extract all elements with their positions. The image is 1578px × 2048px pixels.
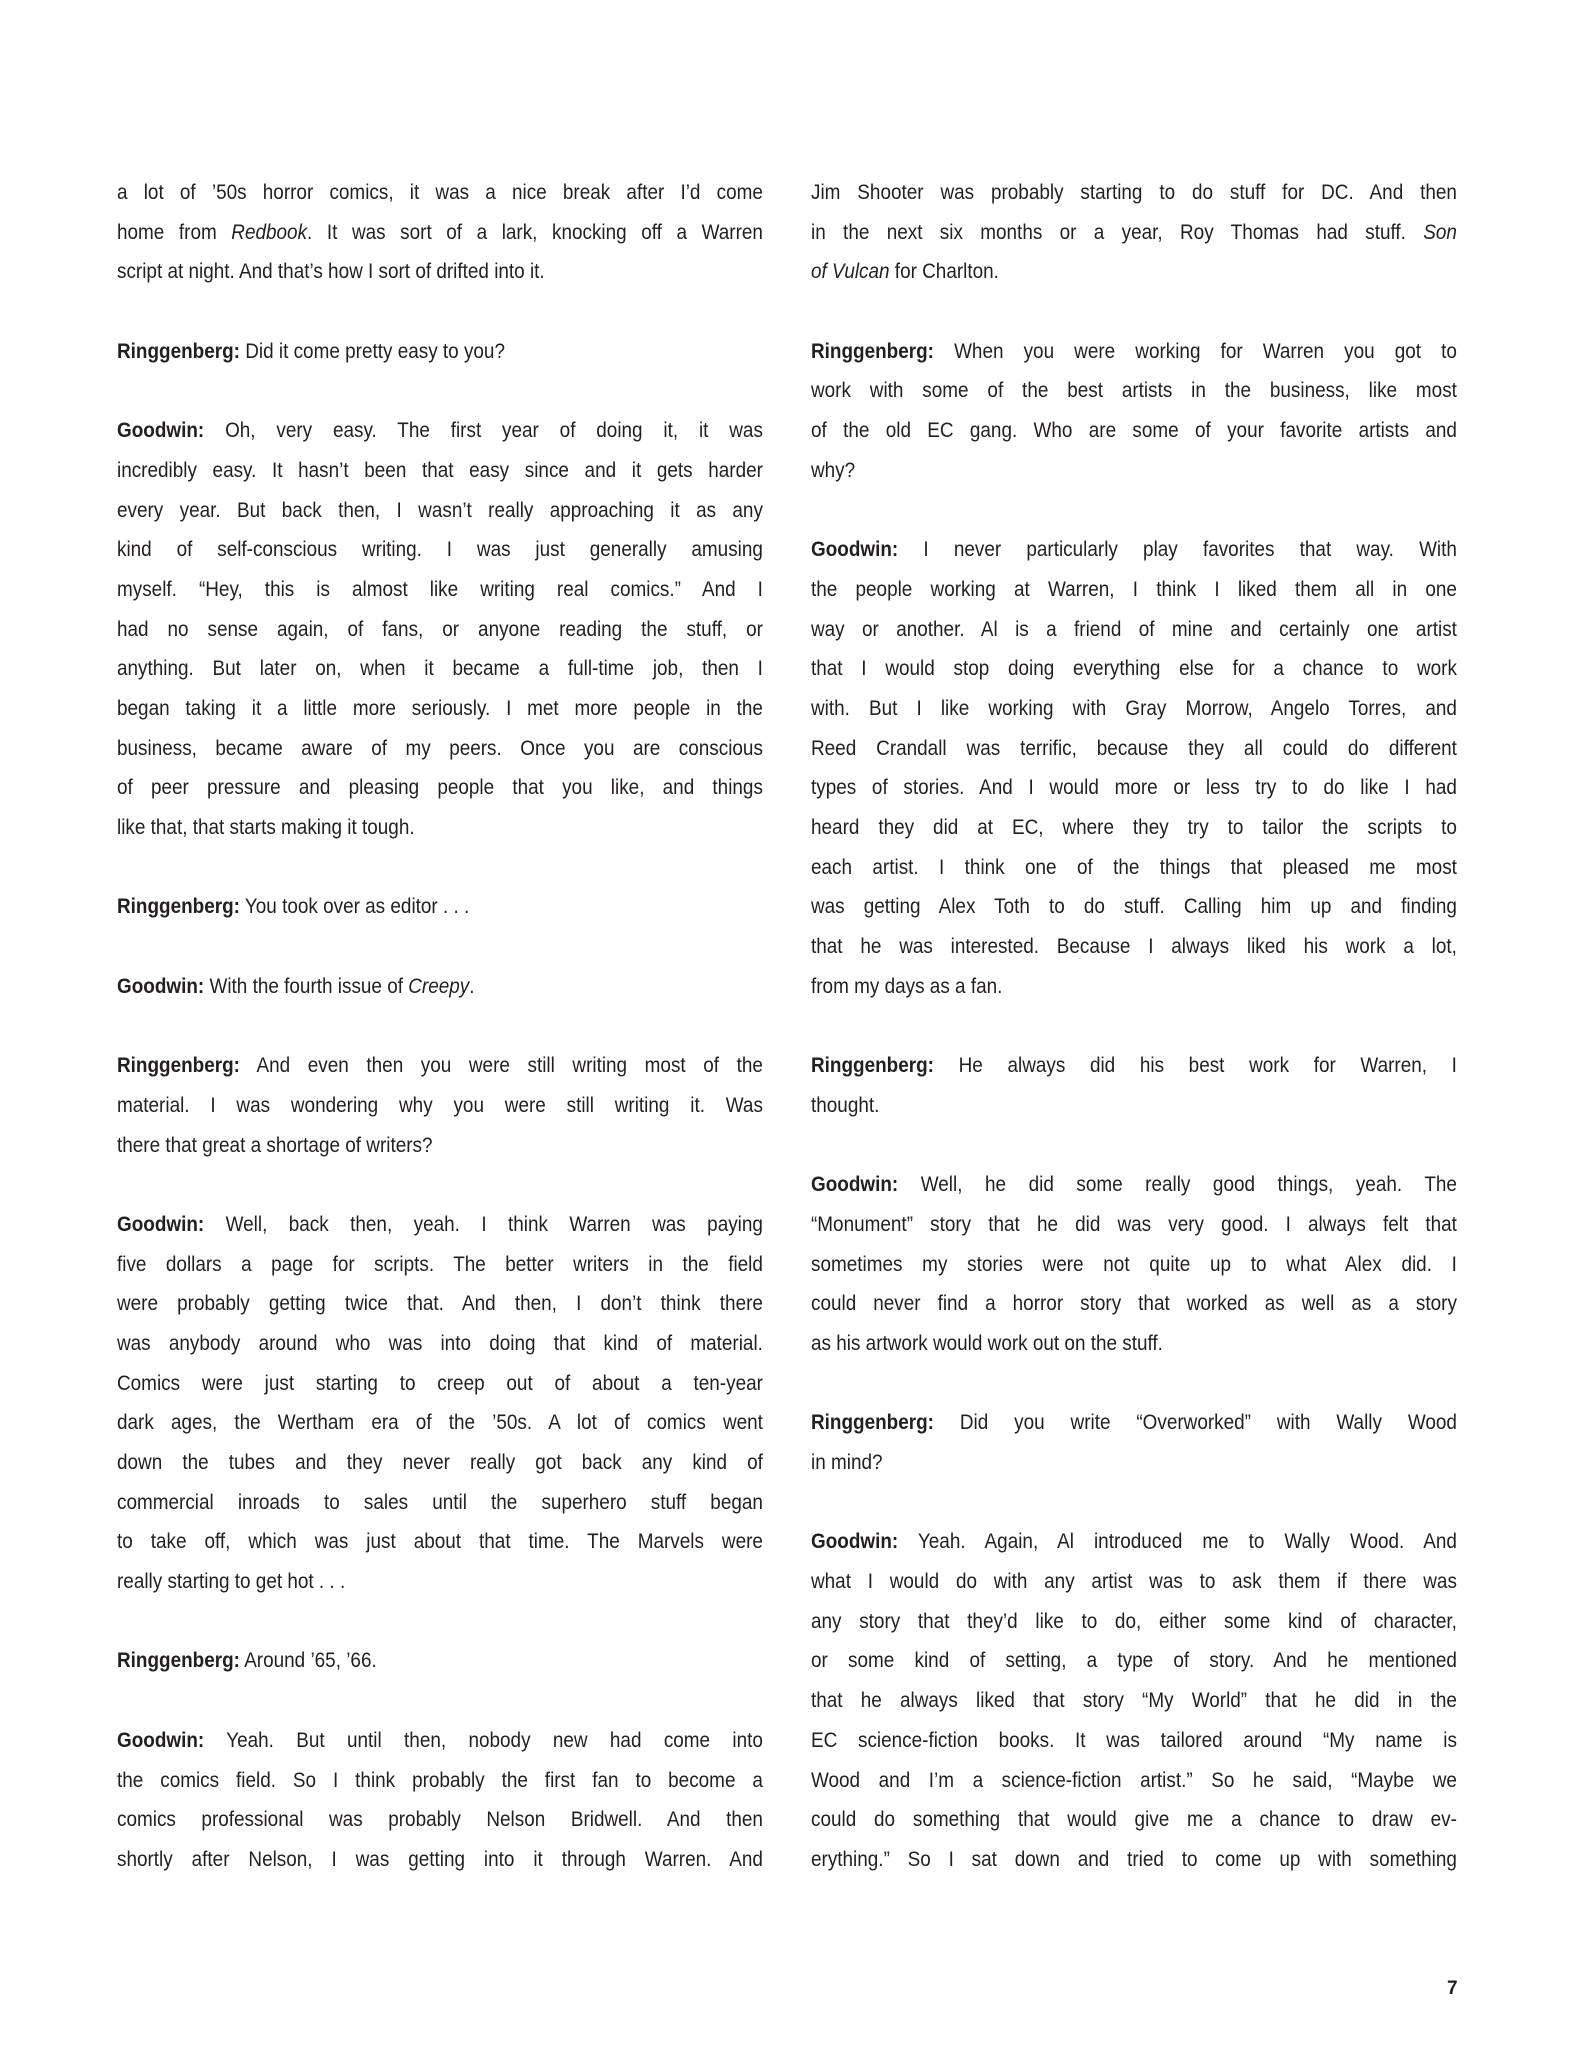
text-line: [117, 1205, 763, 1245]
text-line: [117, 1761, 763, 1801]
line-text: incredibly easy. It hasn’t been that easy since and it gets harder: [117, 457, 763, 482]
line-text: comics professional was probably Nelson Bridwell. And then: [117, 1807, 763, 1832]
text-line: [117, 768, 763, 808]
interview-paragraph: [811, 1165, 1457, 1363]
continued-paragraph: [117, 173, 763, 292]
text-line: [811, 967, 1457, 1007]
line-text: for Charlton.: [889, 259, 999, 284]
interview-paragraph: [117, 1641, 763, 1681]
text-line: [117, 1403, 763, 1443]
line-text: began taking it a little more seriously. I met more people in the: [117, 695, 763, 720]
line-text: You took over as editor . . .: [239, 894, 470, 919]
interview-paragraph: [117, 411, 763, 848]
speaker-label: Ringgenberg:: [811, 1410, 934, 1435]
speaker-label: Goodwin:: [117, 418, 205, 443]
interview-paragraph: [117, 1721, 763, 1880]
line-text: .: [469, 973, 475, 998]
text-line: [811, 887, 1457, 927]
text-line: [811, 1602, 1457, 1642]
text-line: [811, 1522, 1457, 1562]
interview-paragraph: [811, 1522, 1457, 1879]
line-text: Comics were just starting to creep out of about a ten-year: [117, 1370, 763, 1395]
continued-paragraph: [811, 173, 1457, 292]
text-line: [811, 927, 1457, 967]
line-text: Did it come pretty easy to you?: [239, 338, 505, 363]
text-line: [117, 252, 763, 292]
speaker-label: Goodwin:: [811, 537, 899, 562]
line-text: down the tubes and they never really got back any kind of: [117, 1450, 763, 1474]
speaker-label: Ringgenberg:: [117, 894, 240, 919]
interview-paragraph: [117, 1205, 763, 1602]
line-text: were probably getting twice that. And then, I don’t think there: [117, 1291, 763, 1316]
speaker-label: Goodwin:: [117, 1727, 205, 1752]
paragraph-gap: [117, 1681, 763, 1721]
line-text: I never particularly play favorites that way. With: [898, 537, 1457, 562]
text-line: [117, 1126, 763, 1166]
text-line: [811, 1443, 1457, 1483]
text-line: [811, 1284, 1457, 1324]
line-text: Around ’65, ’66.: [239, 1648, 377, 1673]
line-text: any story that they’d like to do, either some kind of character,: [811, 1608, 1457, 1633]
paragraph-gap: [117, 1602, 763, 1642]
line-text: Well, back then, yeah. I think Warren was paying: [204, 1211, 763, 1236]
line-text: heard they did at EC, where they try to tailor the scripts to: [811, 815, 1457, 839]
text-line: [117, 1800, 763, 1840]
text-line: [117, 451, 763, 491]
paragraph-gap: [117, 927, 763, 967]
speaker-label: Ringgenberg:: [811, 1053, 934, 1078]
line-text: sometimes my stories were not quite up to what Alex did. I: [811, 1251, 1457, 1276]
text-line: [117, 1443, 763, 1483]
text-line: [117, 213, 763, 253]
italic-title: Creepy: [408, 973, 470, 998]
line-text: myself. “Hey, this is almost like writing real comics.” And I: [117, 576, 763, 601]
line-text: to take off, which was just about that time. The Marvels were: [117, 1529, 763, 1554]
line-text: And even then you were still writing most of the: [239, 1053, 763, 1078]
text-line: [811, 1721, 1457, 1761]
right-column: [811, 173, 1457, 1880]
text-line: [811, 1165, 1457, 1205]
text-line: [811, 649, 1457, 689]
page-number: 7: [1447, 1978, 1458, 1999]
line-text: business, became aware of my peers. Once you are conscious: [117, 735, 763, 760]
line-text: the comics field. So I think probably the first fan to become a: [117, 1767, 763, 1792]
text-line: [811, 610, 1457, 650]
speaker-label: Goodwin:: [811, 1529, 899, 1554]
line-text: that he always liked that story “My World” that he did in the: [811, 1688, 1457, 1713]
line-text: types of stories. And I would more or less try to do like I had: [811, 775, 1457, 800]
line-text: material. I was wondering why you were still writing it. Was: [117, 1092, 763, 1117]
text-line: [811, 530, 1457, 570]
text-line: [117, 1364, 763, 1404]
text-line: [811, 729, 1457, 769]
text-line: [117, 887, 763, 927]
line-text: was anybody around who was into doing that kind of material.: [117, 1330, 763, 1355]
text-line: [117, 1324, 763, 1364]
line-text: why?: [811, 457, 856, 482]
line-text: every year. But back then, I wasn’t really approaching it as any: [117, 497, 763, 522]
text-line: [117, 649, 763, 689]
text-line: [117, 1562, 763, 1602]
line-text: erything.” So I sat down and tried to come up with something: [811, 1846, 1457, 1871]
line-text: what I would do with any artist was to ask them if there was: [811, 1569, 1457, 1594]
text-line: [117, 1721, 763, 1761]
text-line: [117, 173, 763, 213]
left-column: [117, 173, 763, 1880]
text-line: [117, 729, 763, 769]
text-line: [811, 808, 1457, 848]
line-text: Well, he did some really good things, yeah. The: [898, 1172, 1457, 1197]
text-line: [117, 1483, 763, 1523]
line-text: Wood and I’m a science-fiction artist.” So he said, “Maybe we: [811, 1767, 1457, 1792]
text-line: [117, 570, 763, 610]
paragraph-gap: [811, 292, 1457, 332]
text-line: [811, 411, 1457, 451]
line-text: like that, that starts making it tough.: [117, 815, 415, 839]
interview-paragraph: [811, 1403, 1457, 1482]
text-line: [811, 451, 1457, 491]
text-line: [811, 1800, 1457, 1840]
line-text: work with some of the best artists in the business, like most: [811, 378, 1457, 403]
paragraph-gap: [117, 1006, 763, 1046]
line-text: could never find a horror story that worked as well as a story: [811, 1291, 1457, 1316]
line-text: script at night. And that’s how I sort of drifted into it.: [117, 259, 545, 284]
text-line: [117, 1245, 763, 1285]
line-text: from my days as a fan.: [811, 973, 1003, 998]
text-line: [117, 1284, 763, 1324]
line-text: “Monument” story that he did was very good. I always felt that: [811, 1211, 1457, 1236]
text-line: [117, 808, 763, 848]
line-text: thought.: [811, 1092, 880, 1117]
text-line: [117, 1046, 763, 1086]
interview-paragraph: [811, 332, 1457, 491]
text-line: [117, 1522, 763, 1562]
line-text: He always did his best work for Warren, I: [933, 1053, 1457, 1078]
line-text: . It was sort of a lark, knocking off a Warren: [307, 219, 763, 244]
line-text: or some kind of setting, a type of story. And he mentioned: [811, 1648, 1457, 1673]
line-text: as his artwork would work out on the stuff.: [811, 1330, 1163, 1355]
speaker-label: Ringgenberg:: [117, 1648, 240, 1673]
text-line: [117, 610, 763, 650]
text-line: [811, 213, 1457, 253]
line-text: of the old EC gang. Who are some of your favorite artists and: [811, 418, 1457, 443]
italic-title: Son: [1423, 219, 1457, 244]
text-line: [811, 173, 1457, 213]
line-text: commercial inroads to sales until the superhero stuff began: [117, 1489, 763, 1514]
speaker-label: Goodwin:: [811, 1172, 899, 1197]
line-text: Reed Crandall was terrific, because they all could do different: [811, 735, 1457, 760]
speaker-label: Ringgenberg:: [811, 338, 934, 363]
line-text: Jim Shooter was probably starting to do stuff for DC. And then: [811, 180, 1457, 204]
line-text: there that great a shortage of writers?: [117, 1132, 433, 1157]
line-text: was getting Alex Toth to do stuff. Calling him up and finding: [811, 894, 1457, 919]
italic-title: Redbook: [231, 219, 308, 244]
text-line: [117, 967, 763, 1007]
text-line: [117, 1641, 763, 1681]
text-line: [811, 1046, 1457, 1086]
line-text: shortly after Nelson, I was getting into it through Warren. And: [117, 1846, 763, 1871]
text-line: [811, 1840, 1457, 1880]
paragraph-gap: [117, 371, 763, 411]
line-text: could do something that would give me a chance to draw ev-: [811, 1807, 1457, 1832]
speaker-label: Goodwin:: [117, 1211, 205, 1236]
text-line: [811, 1205, 1457, 1245]
paragraph-gap: [811, 1483, 1457, 1523]
line-text: that he was interested. Because I always liked his work a lot,: [811, 934, 1457, 959]
speaker-label: Ringgenberg:: [117, 1053, 240, 1078]
text-line: [117, 689, 763, 729]
interview-paragraph: [811, 1046, 1457, 1125]
line-text: that I would stop doing everything else for a chance to work: [811, 656, 1457, 681]
text-line: [811, 1245, 1457, 1285]
text-line: [811, 848, 1457, 888]
line-text: EC science-fiction books. It was tailored around “My name is: [811, 1727, 1457, 1752]
line-text: Oh, very easy. The first year of doing it, it was: [204, 418, 763, 443]
text-line: [811, 1641, 1457, 1681]
line-text: a lot of ’50s horror comics, it was a nice break after I’d come: [117, 180, 763, 204]
text-line: [811, 371, 1457, 411]
text-line: [811, 332, 1457, 372]
line-text: dark ages, the Wertham era of the ’50s. A lot of comics went: [117, 1410, 763, 1435]
text-line: [811, 1086, 1457, 1126]
text-line: [811, 1562, 1457, 1602]
paragraph-gap: [117, 292, 763, 332]
text-line: [117, 530, 763, 570]
line-text: of peer pressure and pleasing people that you like, and things: [117, 775, 763, 800]
interview-paragraph: [117, 967, 763, 1007]
paragraph-gap: [811, 491, 1457, 531]
text-line: [811, 1761, 1457, 1801]
paragraph-gap: [117, 1165, 763, 1205]
paragraph-gap: [811, 1126, 1457, 1166]
italic-title: of Vulcan: [811, 259, 890, 284]
text-line: [811, 1681, 1457, 1721]
line-text: Yeah. Again, Al introduced me to Wally Wood. And: [898, 1529, 1457, 1554]
paragraph-gap: [811, 1006, 1457, 1046]
text-line: [811, 570, 1457, 610]
line-text: home from: [117, 219, 232, 244]
line-text: five dollars a page for scripts. The better writers in the field: [117, 1251, 763, 1276]
text-line: [811, 689, 1457, 729]
text-line: [811, 1324, 1457, 1364]
text-line: [117, 491, 763, 531]
text-line: [811, 768, 1457, 808]
text-line: [117, 332, 763, 372]
interview-paragraph: [811, 530, 1457, 1006]
line-text: with. But I like working with Gray Morrow, Angelo Torres, and: [811, 695, 1457, 720]
line-text: each artist. I think one of the things that pleased me most: [811, 854, 1457, 879]
line-text: in mind?: [811, 1450, 883, 1474]
line-text: had no sense again, of fans, or anyone reading the stuff, or: [117, 616, 763, 641]
line-text: way or another. Al is a friend of mine and certainly one artist: [811, 616, 1457, 641]
paragraph-gap: [117, 848, 763, 888]
text-line: [117, 1086, 763, 1126]
text-line: [811, 252, 1457, 292]
line-text: anything. But later on, when it became a full-time job, then I: [117, 656, 763, 681]
speaker-label: Goodwin:: [117, 973, 205, 998]
speaker-label: Ringgenberg:: [117, 338, 240, 363]
line-text: really starting to get hot . . .: [117, 1569, 346, 1594]
paragraph-gap: [811, 1364, 1457, 1404]
interview-paragraph: [117, 332, 763, 372]
text-line: [117, 1840, 763, 1880]
line-text: the people working at Warren, I think I liked them all in one: [811, 576, 1457, 601]
text-line: [117, 411, 763, 451]
line-text: Did you write “Overworked” with Wally Wood: [933, 1410, 1457, 1435]
line-text: in the next six months or a year, Roy Thomas had stuff.: [811, 219, 1424, 244]
line-text: When you were working for Warren you got to: [933, 338, 1457, 363]
interview-paragraph: [117, 887, 763, 927]
line-text: Yeah. But until then, nobody new had come into: [204, 1727, 763, 1752]
text-line: [811, 1403, 1457, 1443]
interview-paragraph: [117, 1046, 763, 1165]
line-text: With the fourth issue of: [204, 973, 409, 998]
line-text: kind of self-conscious writing. I was just generally amusing: [117, 537, 763, 562]
